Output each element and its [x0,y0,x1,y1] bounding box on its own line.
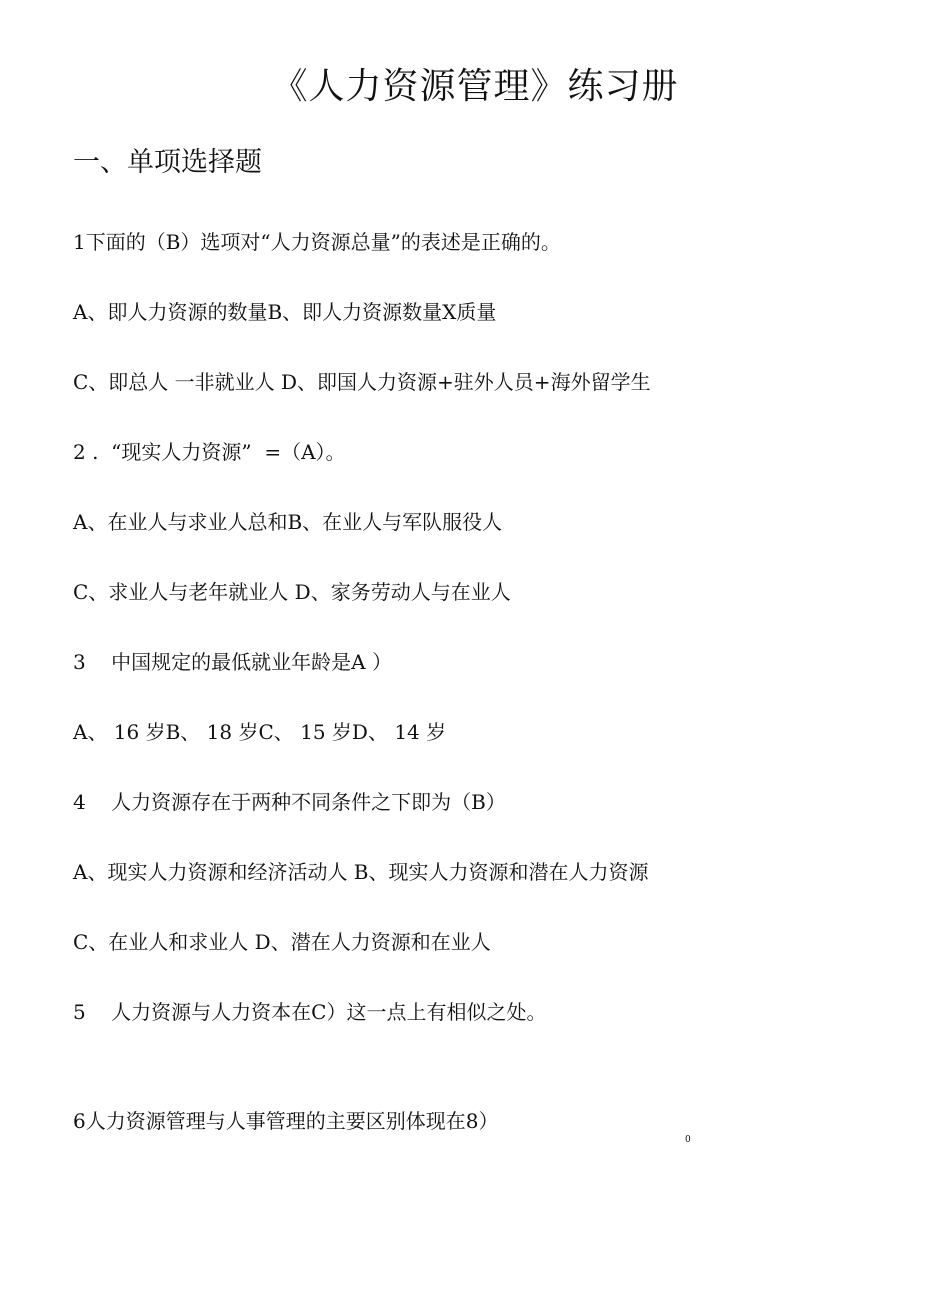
question-3-options: A、 16 岁B、 18 岁C、 15 岁D、 14 岁 [73,720,447,744]
question-1: 1下面的（B）选项对“人力资源总量”的表述是正确的。 [73,230,561,254]
question-1-options-cd: C、即总人 一非就业人 D、即国人力资源+驻外人员+海外留学生 [73,370,651,394]
question-4-options-cd: C、在业人和求业人 D、潜在人力资源和在业人 [73,930,491,954]
question-4: 4 人力资源存在于两种不同条件之下即为（B） [73,790,506,814]
question-5: 5 人力资源与人力资本在C）这一点上有相似之处。 [73,1000,547,1024]
question-4-options-ab: A、现实人力资源和经济活动人 B、现实人力资源和潜在人力资源 [73,860,649,884]
section-heading: 一、单项选择题 [73,147,262,178]
question-2-options-cd: C、求业人与老年就业人 D、家务劳动人与在业人 [73,580,511,604]
question-6: 6人力资源管理与人事管理的主要区别体现在8） [73,1109,499,1133]
question-2: 2 . “现实人力资源” =（A）。 [73,440,346,464]
question-1-options-ab: A、即人力资源的数量B、即人力资源数量X质量 [73,300,497,324]
question-3: 3 中国规定的最低就业年龄是A ） [73,650,392,674]
document-title: 《人力资源管理》练习册 [271,66,679,107]
stray-mark: 0 [685,1135,691,1145]
question-2-options-ab: A、在业人与求业人总和B、在业人与军队服役人 [73,510,503,534]
